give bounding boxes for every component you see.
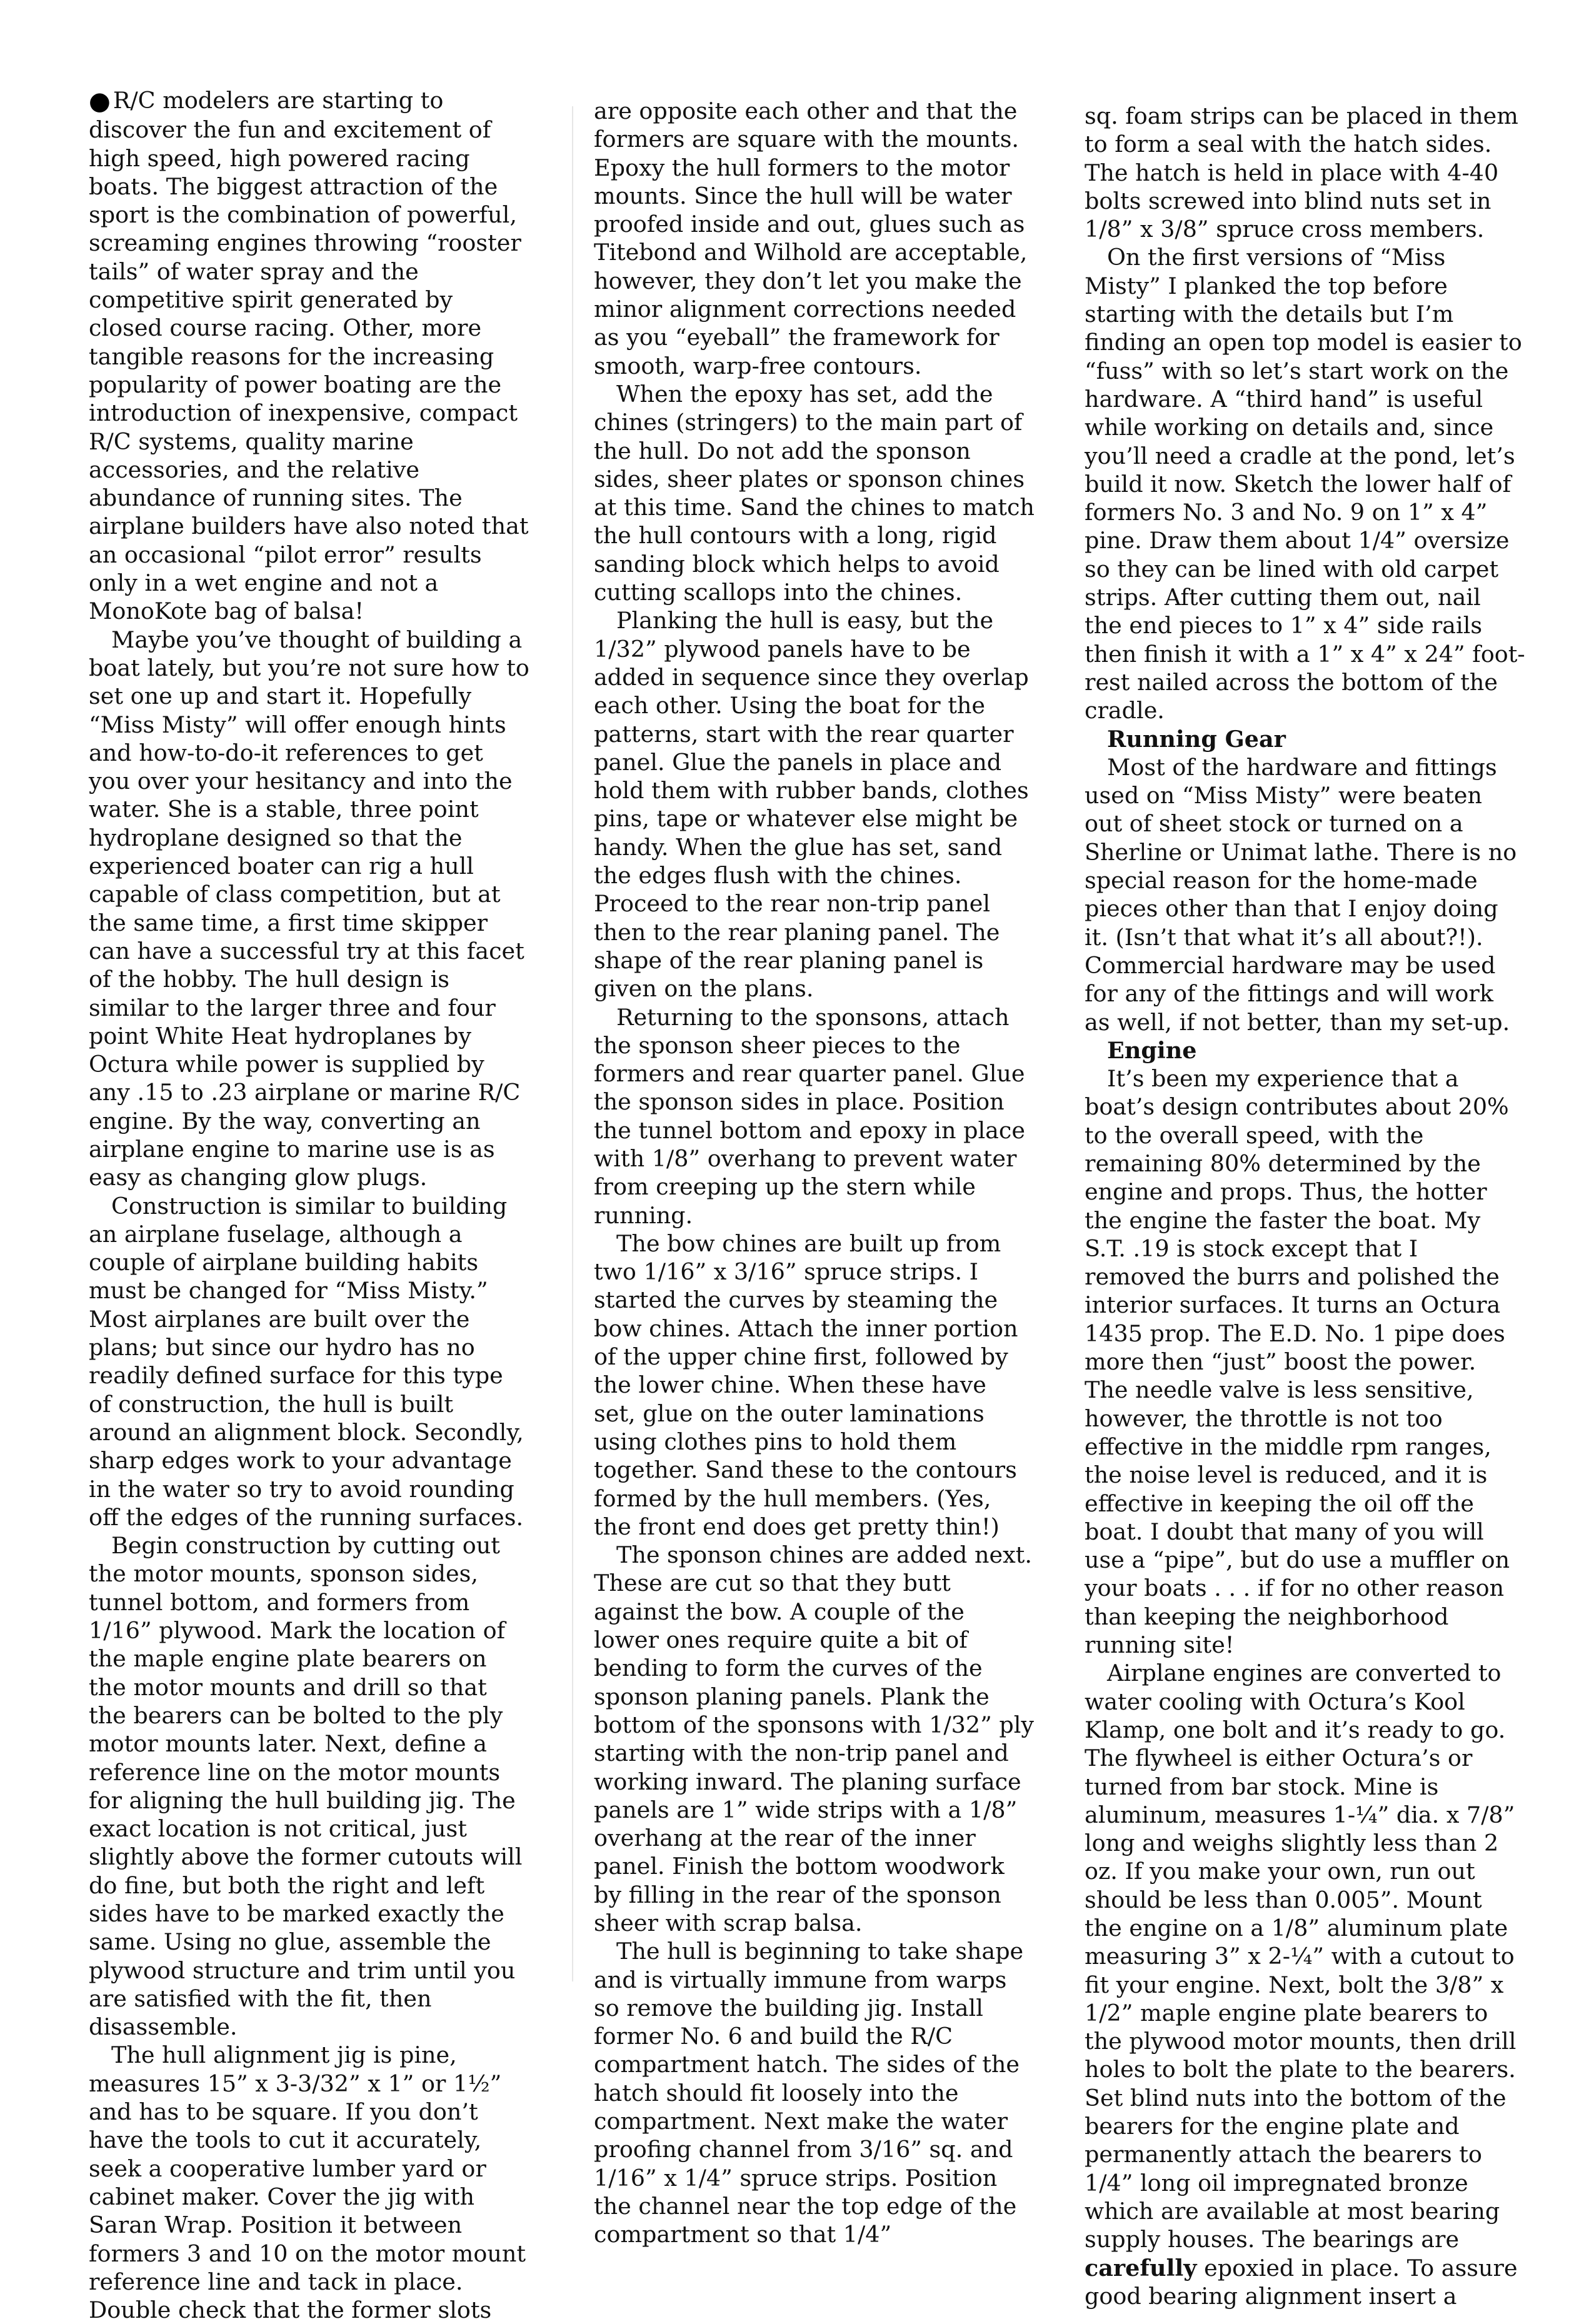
paragraph: Most of the hardware and fittings used on “Miss Misty” were beaten out of sheet stock or turned on a Sherline or Unimat lathe. There is no special reason for the home-made pieces other than that I enjoy doing it. (Isn’t that what it’s all about?!). Commercial hardware may be used for any of the fittings and will work as well, if not better, than my set-up. xyxy=(1085,753,1517,1036)
paragraph: Returning to the sponsons, attach the sponson sheer pieces to the formers and rear quarter panel. Glue the sponson sides in place. Position the tunnel bottom and epoxy in place with 1/8” overhang to prevent water from creeping up the stern while running. xyxy=(594,1003,1025,1229)
text-column-1 xyxy=(89,86,529,2324)
paragraph-text: epoxied in place. To assure good bearing alignment insert a xyxy=(1085,2254,1518,2310)
paragraph: The hull alignment jig is pine, measures 15” x 3-3/32” x 1” or 1½” and has to be square. If you don’t have the tools to cut it accurately, seek a cooperative lumber yard or cabinet maker. Cover the jig with Saran Wrap. Position it between formers 3 and 10 on the motor mount reference line and tack in place. Double check that the former slots xyxy=(89,2041,526,2324)
column-divider xyxy=(572,106,573,1981)
text-column-3 xyxy=(1085,102,1525,2310)
paragraph: The hull is beginning to take shape and is virtually immune from warps so remove the building jig. Install former No. 6 and build the R/C compartment hatch. The sides of the hatch should fit loosely into the compartment. Next make the water proofing channel from 3/16” sq. and 1/16” x 1/4” spruce strips. Position the channel near the top edge of the compartment so that 1/4” xyxy=(594,1938,1024,2248)
paragraph: Construction is similar to building an airplane fuselage, although a couple of airplane building habits must be changed for “Miss Misty.” Most airplanes are built over the plans; but since our hydro has no readily defined surface for this type of construction, the hull is built around an alignment block. Secondly, sharp edges work to your advantage in the water so try to avoid rounding off the edges of the running surfaces. xyxy=(89,1192,524,1531)
text-column-2 xyxy=(594,97,1035,2249)
paragraph-continued: sq. foam strips can be placed in them to form a seal with the hatch sides. The hatch is held in place with 4-40 bolts screwed into blind nuts set in 1/8” x 3/8” spruce cross members. xyxy=(1085,103,1518,243)
paragraph-text: R/C modelers are starting to discover the fun and excitement of high speed, high powered racing boats. The biggest attraction of the sport is the combination of powerful, screaming engines throwing “rooster tails” of water spray and the competitive spirit generated by closed course racing. Other, more tangible reasons for the increasing popularity of power boating are the introduction of inexpensive, compact R/C systems, quality marine accessories, and the relative abundance of running sites. The airplane builders have also noted that an occasional “pilot error” results only in a wet engine and not a MonoKote bag of balsa! xyxy=(89,87,529,625)
paragraph-text: The bearings are xyxy=(1262,2226,1460,2253)
section-heading-running-gear: Running Gear xyxy=(1107,725,1286,753)
paragraph-intro xyxy=(89,86,529,626)
paragraph: When the epoxy has set, add the chines (stringers) to the main part of the hull. Do not add the sponson sides, sheer plates or sponson chines at this time. Sand the chines to match the hull contours with a long, rigid sanding block which helps to avoid cutting scallops into the chines. xyxy=(594,380,1035,606)
paragraph: The bow chines are built up from two 1/16” x 3/16” spruce strips. I started the curves by steaming the bow chines. Attach the inner portion of the upper chine first, followed by the lower chine. When these have set, glue on the outer laminations using clothes pins to hold them together. Sand these to the contours formed by the hull members. (Yes, the front end does get pretty thin!) xyxy=(594,1230,1018,1540)
section-heading-engine: Engine xyxy=(1107,1036,1197,1064)
paragraph-text: Airplane engines are converted to water cooling with Octura’s Kool Klamp, one bolt and it’s ready to go. The flywheel is either Octura’s or turned from bar stock. Mine is aluminum, measures 1-¼” dia. x 7/8” long and weighs slightly less than 2 oz. If you make your own, run out should be less than 0.005”. Mount the engine on a 1/8” aluminum plate measuring 3” x 2-¼” with a cutout to fit your engine. Next, bolt the 3/8” x 1/2” maple engine plate bearers to the plywood motor mounts, then drill holes to bolt the plate to the bearers. Set blind nuts into the bottom of the bearers for the engine plate and permanently attach the bearers to 1/4” long oil impregnated bronze which are available at most bearing supply houses. xyxy=(1085,1660,1516,2253)
emphasis-text: carefully xyxy=(1085,2254,1197,2281)
paragraph: On the first versions of “Miss Misty” I planked the top before starting with the details but I’m finding an open top model is easier to “fuss” with so let’s start work on the hardware. A “third hand” is useful while working on details and, since you’ll need a cradle at the pond, let’s build it now. Sketch the lower half of formers No. 3 and No. 9 on 1” x 4” pine. Draw them about 1/4” oversize so they can be lined with old carpet strips. After cutting them out, nail the end pieces to 1” x 4” side rails then finish it with a 1” x 4” x 24” foot-rest nailed across the bottom of the cradle. xyxy=(1085,244,1525,724)
paragraph: Planking the hull is easy, but the 1/32” plywood panels have to be added in sequence since they overlap each other. Using the boat for the patterns, start with the rear quarter panel. Glue the panels in place and hold them with rubber bands, clothes pins, tape or whatever else might be handy. When the glue has set, sand the edges flush with the chines. Proceed to the rear non-trip panel then to the rear planing panel. The shape of the rear planing panel is given on the plans. xyxy=(594,607,1029,1003)
paragraph: Maybe you’ve thought of building a boat lately, but you’re not sure how to set one up and start it. Hopefully “Miss Misty” will offer enough hints and how-to-do-it references to get you over your hesitancy and into the water. She is a stable, three point hydroplane designed so that the experienced boater can rig a hull capable of class competition, but at the same time, a first time skipper can have a successful try at this facet of the hobby. The hull design is similar to the larger three and four point White Heat hydroplanes by Octura while power is supplied by any .15 to .23 airplane or marine R/C engine. By the way, converting an airplane engine to marine use is as easy as changing glow plugs. xyxy=(89,626,529,1191)
paragraph-continued: are opposite each other and that the formers are square with the mounts. Epoxy the hull formers to the motor mounts. Since the hull will be water proofed inside and out, glues such as Titebond and Wilhold are acceptable, however, they don’t let you make the minor alignment corrections needed as you “eyeball” the framework for smooth, warp-free contours. xyxy=(594,98,1028,379)
paragraph: The sponson chines are added next. These are cut so that they butt against the bow. A couple of the lower ones require quite a bit of bending to form the curves of the sponson planing panels. Plank the bottom of the sponsons with 1/32” ply starting with the non-trip panel and working inward. The planing surface panels are 1” wide strips with a 1/8” overhang at the rear of the inner panel. Finish the bottom woodwork by filling in the rear of the sponson sheer with scrap balsa. xyxy=(594,1541,1035,1936)
paragraph: Begin construction by cutting out the motor mounts, sponson sides, tunnel bottom, and formers from 1/16” plywood. Mark the location of the maple engine plate bearers on the motor mounts and drill so that the bearers can be bolted to the ply motor mounts later. Next, define a reference line on the motor mounts for aligning the hull building jig. The exact location is not critical, just slightly above the former cutouts will do fine, but both the right and left sides have to be marked exactly the same. Using no glue, assemble the plywood structure and trim until you are satisfied with the fit, then disassemble. xyxy=(89,1532,523,2041)
paragraph: It’s been my experience that a boat’s design contributes about 20% to the overall speed, with the remaining 80% determined by the engine and props. Thus, the hotter the engine the faster the boat. My S.T. .19 is stock except that I removed the burrs and polished the interior surfaces. It turns an Octura 1435 prop. The E.D. No. 1 pipe does more then “just” boost the power. The needle valve is less sensitive, however, the throttle is not too effective in the middle rpm ranges, the noise level is reduced, and it is effective in keeping the oil off the boat. I doubt that many of you will use a “pipe”, but do use a muffler on your boats . . . if for no other reason than keeping the neighborhood running site! xyxy=(1085,1065,1510,1659)
paragraph xyxy=(1085,1659,1525,2310)
bullet-icon: ● xyxy=(89,87,111,116)
